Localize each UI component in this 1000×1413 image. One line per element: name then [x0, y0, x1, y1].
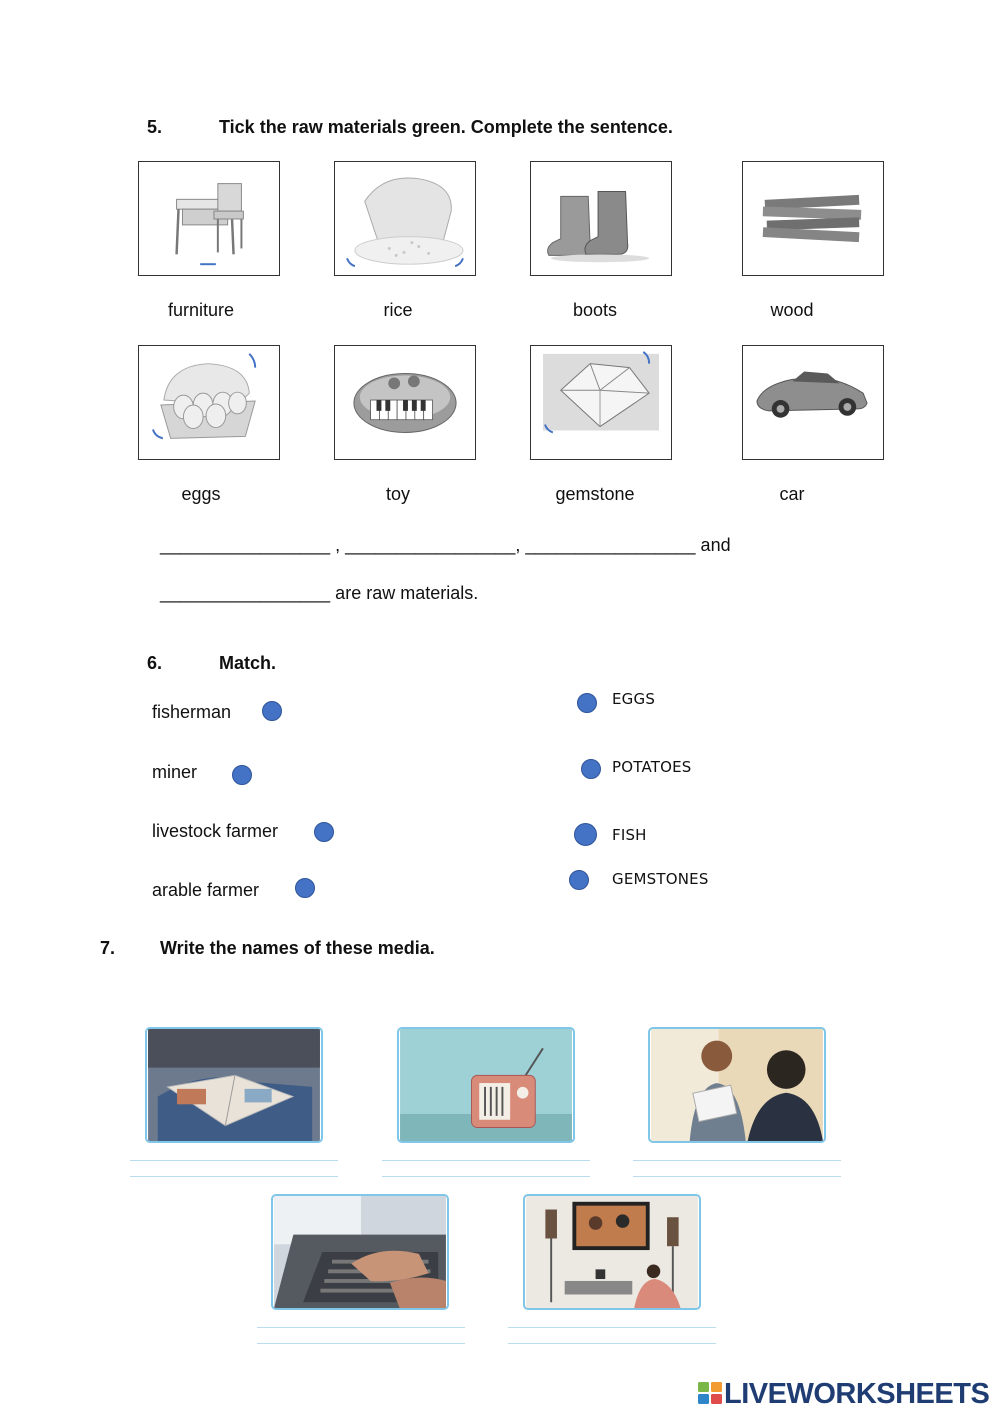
section-5-instruction: Tick the raw materials green. Complete the sentence. — [219, 117, 673, 137]
match-dot-right-gemstones[interactable] — [569, 870, 589, 890]
item-label-boots: boots — [572, 300, 618, 320]
match-dot-left-miner[interactable] — [232, 765, 252, 785]
answer-line-laptop[interactable] — [257, 1343, 465, 1344]
car-image[interactable] — [742, 345, 884, 460]
item-label-gemstone: gemstone — [555, 484, 635, 504]
wood-image[interactable] — [742, 161, 884, 276]
match-left-fisherman: fisherman — [152, 702, 232, 722]
newspaper-photo — [648, 1027, 826, 1143]
match-right-potatoes: POTATOES — [612, 758, 692, 776]
match-left-miner: miner — [152, 762, 198, 782]
rice-image[interactable] — [334, 161, 476, 276]
sentence-blanks-line-2[interactable]: _________________ are raw materials. — [160, 583, 479, 603]
answer-line-newspaper-top — [633, 1160, 841, 1161]
sentence-blanks-line-1[interactable]: _________________ , _________________, _________________ and — [160, 535, 731, 555]
match-dot-left-arable-farmer[interactable] — [295, 878, 315, 898]
answer-line-laptop-top — [257, 1327, 465, 1328]
answer-line-radio[interactable] — [382, 1176, 590, 1177]
match-dot-right-fish[interactable] — [574, 823, 597, 846]
sports-car-icon — [743, 346, 883, 459]
match-dot-left-livestock-farmer[interactable] — [314, 822, 334, 842]
answer-line-magazine[interactable] — [130, 1176, 338, 1177]
toy-image[interactable] — [334, 345, 476, 460]
desk-chair-icon — [139, 162, 279, 275]
toy-piano-icon — [335, 346, 475, 459]
gemstone-image[interactable] — [530, 345, 672, 460]
liveworksheets-logo-text: LIVEWORKSHEETS — [724, 1378, 990, 1410]
egg-carton-icon — [139, 346, 279, 459]
item-label-car: car — [779, 484, 805, 504]
match-left-livestock-farmer: livestock farmer — [152, 821, 279, 841]
liveworksheets-logo — [698, 1378, 992, 1410]
answer-line-television[interactable] — [508, 1343, 716, 1344]
eggs-image[interactable] — [138, 345, 280, 460]
item-label-furniture: furniture — [167, 300, 235, 320]
answer-line-television-top — [508, 1327, 716, 1328]
radio-photo — [397, 1027, 575, 1143]
section-7-number: 7. — [100, 938, 116, 958]
answer-line-magazine-top — [130, 1160, 338, 1161]
boots-image[interactable] — [530, 161, 672, 276]
item-label-toy: toy — [385, 484, 410, 504]
furniture-image[interactable] — [138, 161, 280, 276]
section-5-number: 5. — [147, 117, 163, 137]
item-label-rice: rice — [383, 300, 413, 320]
section-6-number: 6. — [147, 653, 163, 673]
answer-line-radio-top — [382, 1160, 590, 1161]
match-dot-right-potatoes[interactable] — [581, 759, 601, 779]
boots-icon — [531, 162, 671, 275]
rice-sack-icon — [335, 162, 475, 275]
match-dot-left-fisherman[interactable] — [262, 701, 282, 721]
match-right-eggs: EGGS — [612, 690, 656, 708]
wood-planks-icon — [743, 162, 883, 275]
television-photo — [523, 1194, 701, 1310]
match-left-arable-farmer: arable farmer — [152, 880, 260, 900]
magazine-photo — [145, 1027, 323, 1143]
item-label-eggs: eggs — [181, 484, 221, 504]
match-right-fish: FISH — [612, 826, 647, 844]
diamond-icon — [531, 346, 671, 459]
item-label-wood: wood — [770, 300, 814, 320]
section-6-instruction: Match. — [219, 653, 277, 673]
laptop-photo — [271, 1194, 449, 1310]
match-dot-right-eggs[interactable] — [577, 693, 597, 713]
answer-line-newspaper[interactable] — [633, 1176, 841, 1177]
section-7-instruction: Write the names of these media. — [160, 938, 435, 958]
liveworksheets-logo-icon — [698, 1382, 724, 1406]
match-right-gemstones: GEMSTONES — [612, 870, 709, 888]
